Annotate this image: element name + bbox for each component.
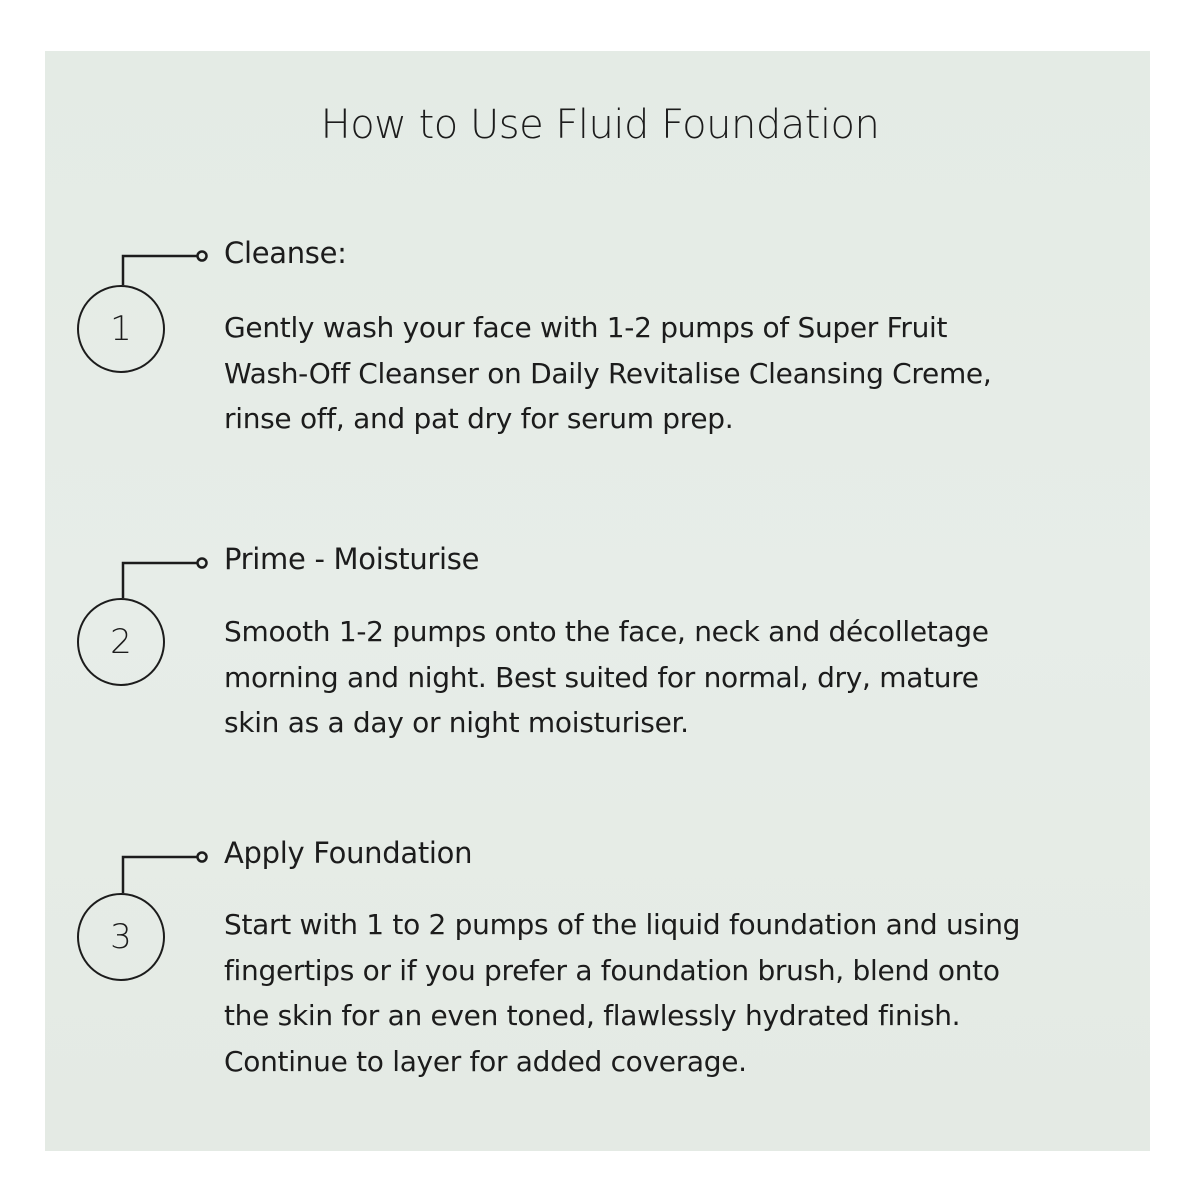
- step-description: [224, 902, 1104, 1084]
- step-description-line: morning and night. Best suited for normal, dry, mature: [224, 660, 979, 694]
- step-description-line: Wash-Off Cleanser on Daily Revitalise Cleansing Creme,: [224, 356, 992, 390]
- step-description-line: Continue to layer for added coverage.: [224, 1044, 747, 1078]
- step-title: Cleanse:: [224, 236, 347, 270]
- step-description-line: Smooth 1-2 pumps onto the face, neck and décolletage: [224, 615, 989, 648]
- step-description-line: skin as a day or night moisturiser.: [224, 706, 689, 739]
- step-description-line: the skin for an even toned, flawlessly hydrated finish.: [224, 999, 961, 1032]
- step-title: Apply Foundation: [224, 836, 473, 870]
- step-title: Prime - Moisturise: [224, 542, 480, 576]
- page-title: How to Use Fluid Foundation: [320, 102, 880, 148]
- step-number-circle: 2: [77, 598, 165, 686]
- step-description-line: fingertips or if you prefer a foundation brush, blend onto: [224, 953, 1000, 987]
- step-description-line: Gently wash your face with 1-2 pumps of Super Fruit: [224, 311, 948, 344]
- step-number-circle: 1: [77, 285, 165, 373]
- step-description-line: rinse off, and pat dry for serum prep.: [224, 402, 734, 435]
- step-description-line: Start with 1 to 2 pumps of the liquid foundation and using: [224, 908, 1021, 941]
- step-number-circle: 3: [77, 893, 165, 981]
